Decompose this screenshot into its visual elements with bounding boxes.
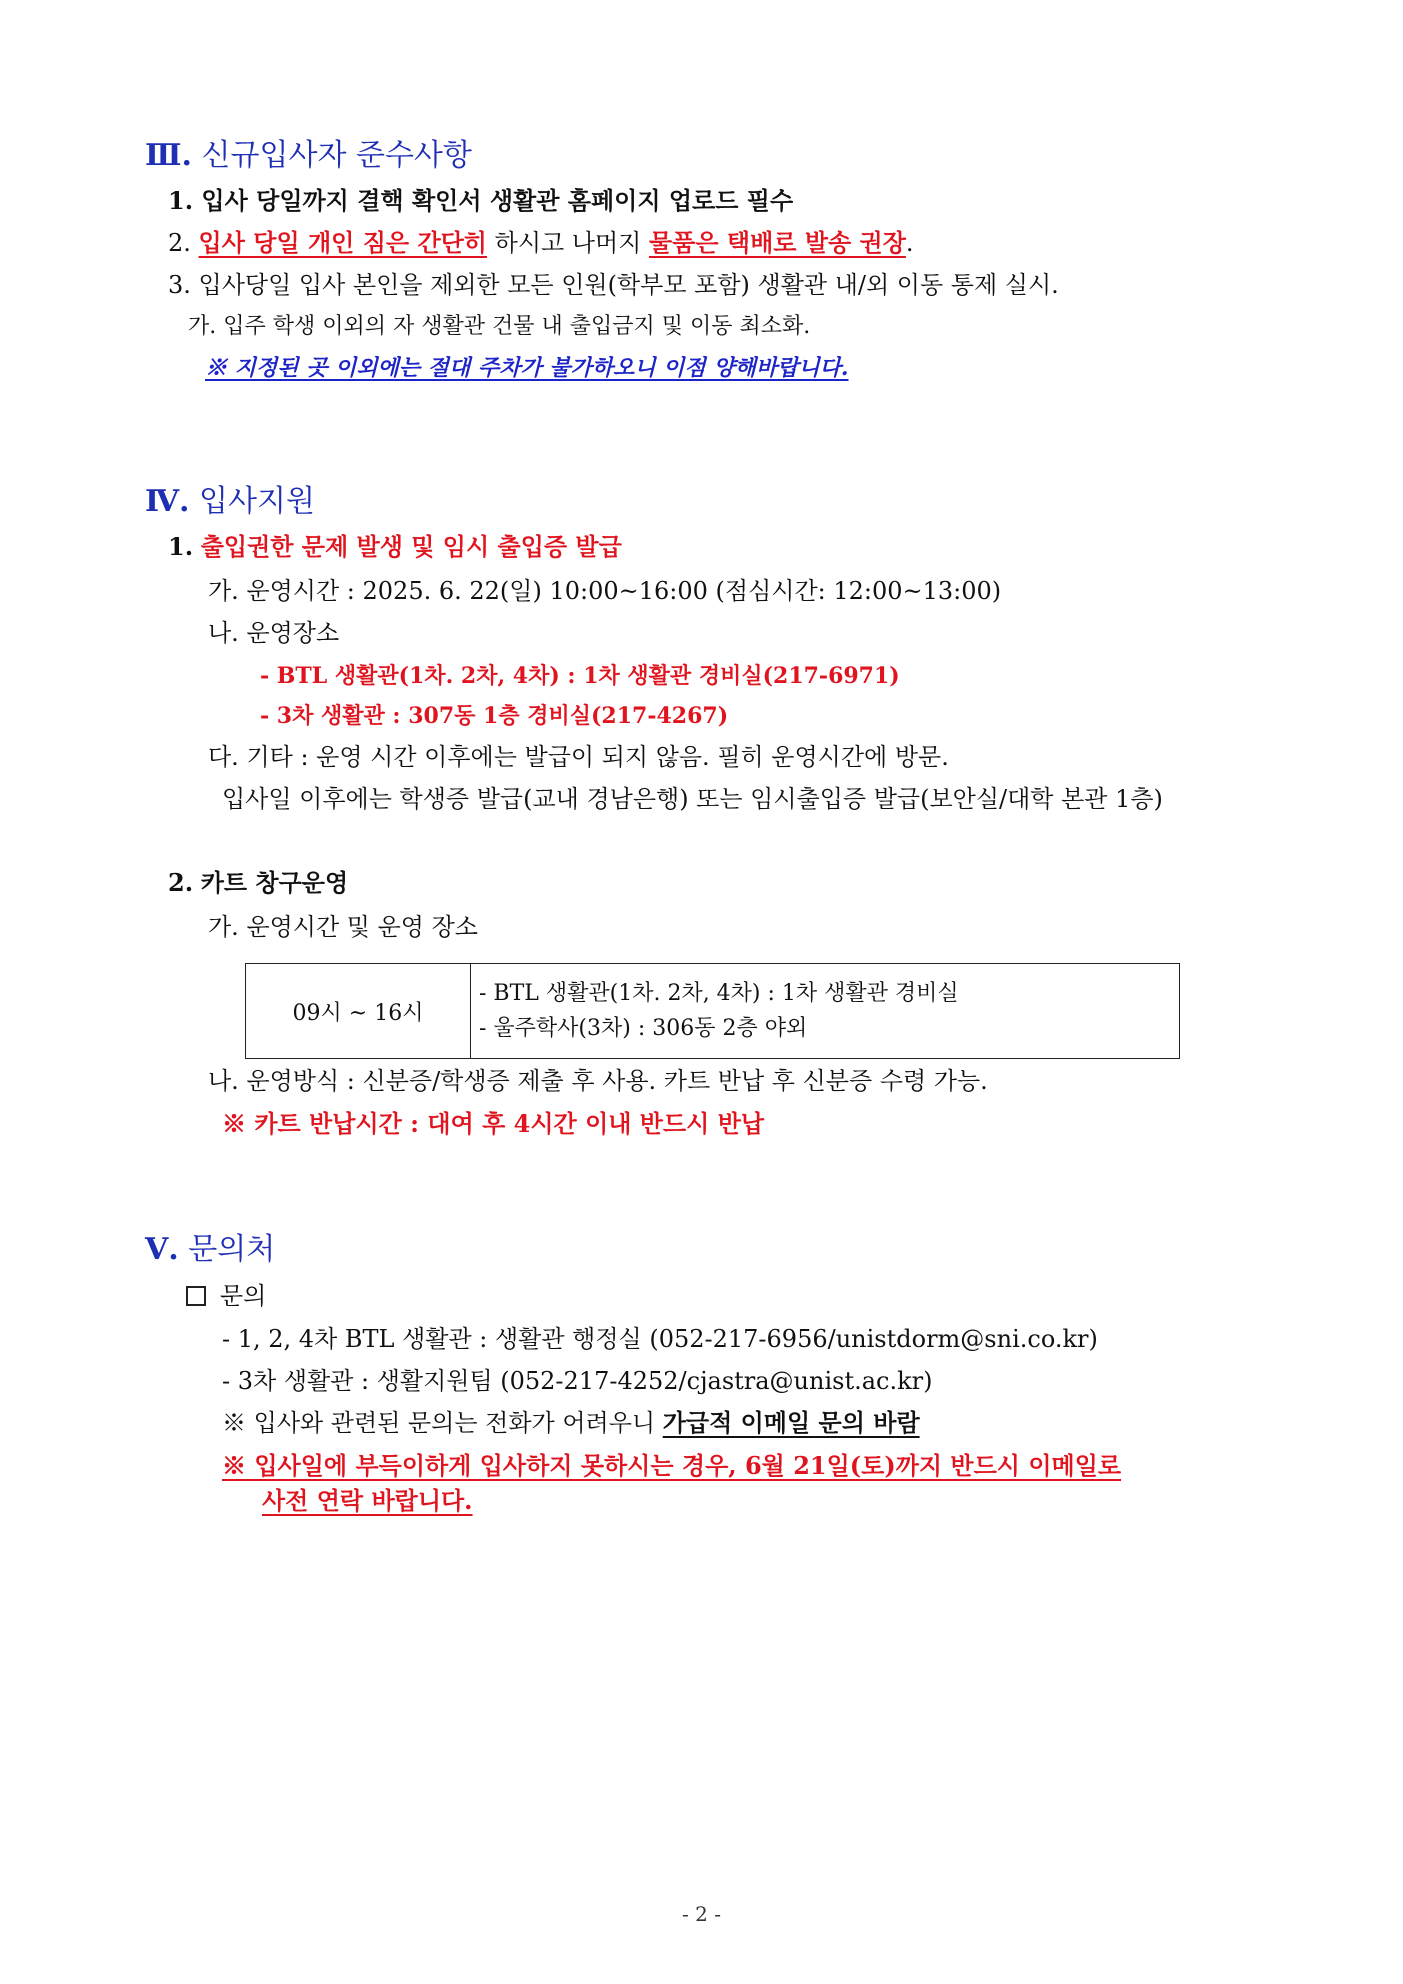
section4-item2-note: ※ 카트 반납시간 : 대여 후 4시간 이내 반드시 반납 (222, 1109, 765, 1138)
section3-item2 (168, 229, 914, 258)
section3-parking-note: ※ 지정된 곳 이외에는 절대 주차가 불가하오니 이점 양해바랍니다. (205, 355, 849, 381)
section4-item1-place1: - BTL 생활관(1차. 2차, 4차) : 1차 생활관 경비실(217-6971) (260, 663, 900, 689)
section5-label-text: 문의 (220, 1282, 267, 1310)
cart-hours-cell: 09시 ~ 16시 (246, 964, 471, 1059)
section4-numeral: Ⅳ. (145, 484, 190, 519)
section3-numeral: Ⅲ. (145, 138, 192, 173)
section5-note1-pre: ※ 입사와 관련된 문의는 전화가 어려우니 (222, 1409, 663, 1437)
section4-item1-etc2: 입사일 이후에는 학생증 발급(교내 경남은행) 또는 임시출입증 발급(보안실/대학 본관 1층) (222, 785, 1163, 813)
section5-note2-line1: ※ 입사일에 부득이하게 입사하지 못하시는 경우, 6월 21일(토)까지 반드시 이메일로 (222, 1451, 1122, 1480)
section4-item2-num: 2. (168, 868, 194, 897)
section3-item1: 1. 입사 당일까지 결핵 확인서 생활관 홈페이지 업로드 필수 (168, 186, 794, 215)
section3-heading (145, 138, 472, 174)
section5-note1 (222, 1409, 920, 1438)
section4-item2-title: 카트 창구운영 (200, 868, 349, 897)
checkbox-icon (186, 1286, 206, 1306)
section4-item1-place-label: 나. 운영장소 (208, 619, 340, 647)
cart-place2: - 울주학사(3차) : 306동 2층 야외 (479, 1016, 808, 1041)
section4-item1-heading (168, 533, 622, 562)
section5-numeral: Ⅴ. (145, 1232, 179, 1267)
cart-schedule-table (245, 963, 1180, 1059)
table-row (246, 964, 1180, 1059)
section4-item1-place2: - 3차 생활관 : 307동 1층 경비실(217-4267) (260, 703, 729, 729)
section5-note1-em: 가급적 이메일 문의 바람 (662, 1408, 920, 1437)
section3-item2-end: . (905, 229, 914, 257)
section5-note2-line2: 사전 연락 바랍니다. (262, 1486, 473, 1515)
cart-place1: - BTL 생활관(1차. 2차, 4차) : 1차 생활관 경비실 (479, 980, 959, 1006)
section3-item3: 3. 입사당일 입사 본인을 제외한 모든 인원(학부모 포함) 생활관 내/외 이동 통제 실시. (168, 271, 1059, 299)
section4-item1-etc: 다. 기타 : 운영 시간 이후에는 발급이 되지 않음. 필히 운영시간에 방문. (208, 743, 949, 771)
cart-places-cell (471, 964, 1180, 1059)
section4-item2-label-a: 가. 운영시간 및 운영 장소 (208, 913, 478, 941)
section5-contact1: - 1, 2, 4차 BTL 생활관 : 생활관 행정실 (052-217-6956/unistdorm@sni.co.kr) (222, 1325, 1098, 1353)
section4-item2-method: 나. 운영방식 : 신분증/학생증 제출 후 사용. 카트 반납 후 신분증 수령 가능. (208, 1067, 988, 1095)
section5-title: 문의처 (188, 1232, 276, 1267)
section4-heading (145, 484, 315, 520)
page-number: - 2 - (682, 1902, 721, 1926)
section3-item2-red1: 입사 당일 개인 짐은 간단히 (198, 228, 487, 257)
section4-title: 입사지원 (199, 484, 315, 519)
section4-item1-hours: 가. 운영시간 : 2025. 6. 22(일) 10:00~16:00 (점심시간: 12:00~13:00) (208, 577, 1002, 605)
section3-item2-num: 2. (168, 229, 191, 257)
section4-item1-title: 출입권한 문제 발생 및 임시 출입증 발급 (200, 532, 622, 561)
section5-heading (145, 1232, 275, 1268)
section4-item1-num: 1. (168, 532, 194, 561)
section3-title: 신규입사자 준수사항 (201, 138, 472, 173)
section3-item2-red2: 물품은 택배로 발송 권장 (649, 228, 906, 257)
section5-contact2: - 3차 생활관 : 생활지원팀 (052-217-4252/cjastra@unist.ac.kr) (222, 1367, 933, 1395)
section3-item2-mid: 하시고 나머지 (487, 229, 649, 257)
section5-label (186, 1282, 266, 1311)
section4-item2-heading (168, 869, 348, 898)
section3-item3a: 가. 입주 학생 이외의 자 생활관 건물 내 출입금지 및 이동 최소화. (188, 314, 811, 339)
